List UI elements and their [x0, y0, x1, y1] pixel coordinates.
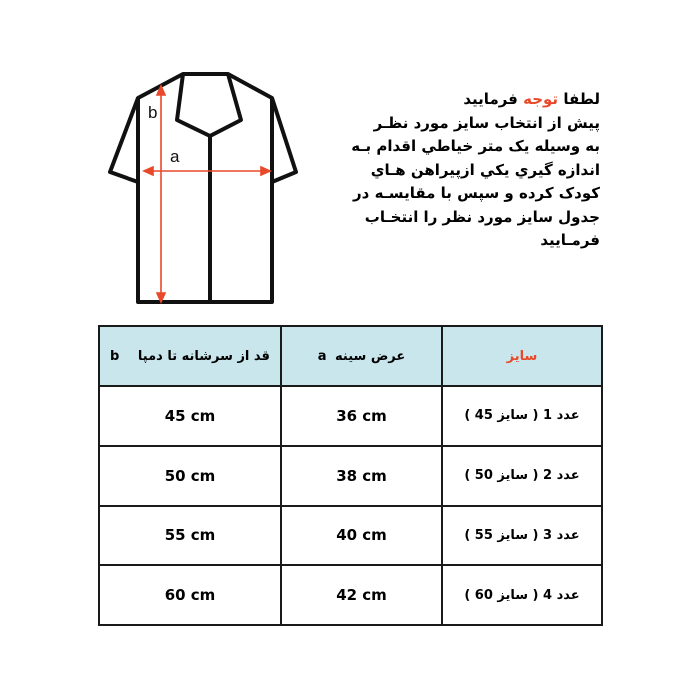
cell-size: عدد 1 ( سایز 45 ) — [442, 386, 602, 446]
table-row — [99, 446, 602, 506]
note-line-3: به وسیله یک متر خیاطي اقدام بـه — [351, 137, 600, 155]
table-row — [99, 565, 602, 625]
cell-height: 50 cm — [99, 446, 281, 506]
cell-height: 55 cm — [99, 506, 281, 566]
note-highlight: توجه — [523, 90, 559, 108]
shirt-collar — [177, 74, 241, 136]
cell-size: عدد 4 ( سایز 60 ) — [442, 565, 602, 625]
table-header-row — [99, 326, 602, 386]
header-height-label: قد از سرشانه تا دمپا — [137, 348, 270, 364]
header-chest-letter: a — [317, 348, 327, 364]
note-line-5: کودک کرده و سپس با مقایسـه در — [353, 184, 600, 202]
header-height-letter: b — [110, 348, 120, 364]
shirt-diagram — [100, 60, 315, 310]
header-height — [99, 326, 281, 386]
cell-chest: 38 cm — [281, 446, 442, 506]
cell-size: عدد 3 ( سایز 55 ) — [442, 506, 602, 566]
cell-height: 60 cm — [99, 565, 281, 625]
note-line-4: اندازه گیري یکي ازپیراهن هـاي — [370, 160, 600, 179]
cell-chest: 42 cm — [281, 565, 442, 625]
measurement-note — [340, 88, 600, 253]
label-b: b — [148, 103, 158, 122]
cell-chest: 40 cm — [281, 506, 442, 566]
size-table — [98, 325, 603, 626]
cell-height: 45 cm — [99, 386, 281, 446]
header-size: سایز — [442, 326, 602, 386]
cell-chest: 36 cm — [281, 386, 442, 446]
table-row — [99, 386, 602, 446]
header-chest — [281, 326, 442, 386]
cell-size: عدد 2 ( سایز 50 ) — [442, 446, 602, 506]
note-line-7: فرمـایید — [540, 231, 600, 249]
header-chest-label: عرض سینه — [335, 348, 406, 364]
note-line-2: پیش از انتخاب سایز مورد نظـر — [373, 113, 600, 132]
note-line-1: لطفا توجه فرمایید — [463, 90, 600, 108]
note-line-6: جدول سایز مورد نظر را انتخـاب — [364, 207, 600, 226]
table-row — [99, 506, 602, 566]
label-a: a — [170, 147, 180, 166]
